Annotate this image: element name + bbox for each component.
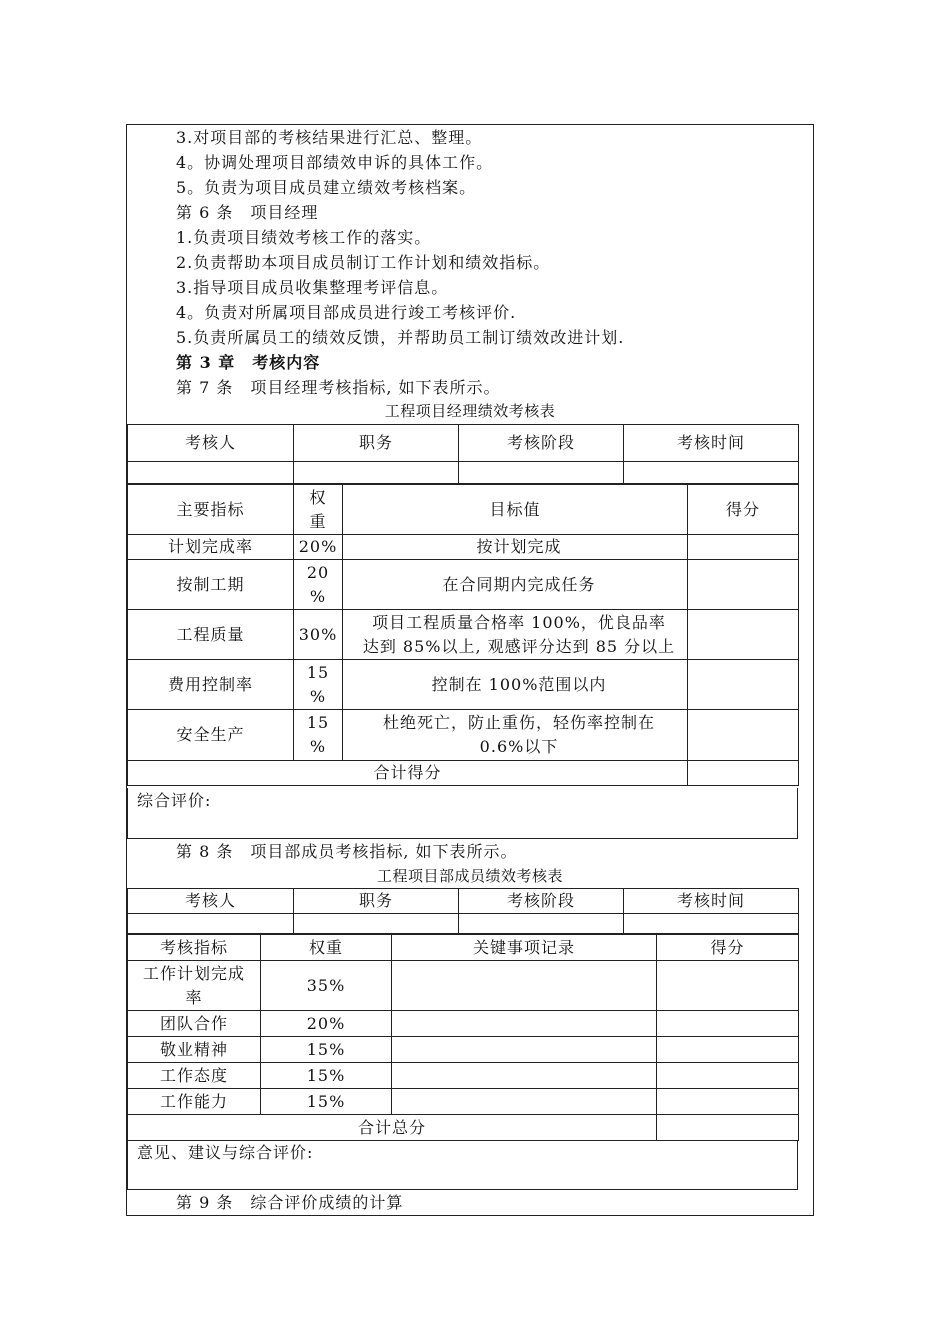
row-indicator: 工作态度	[128, 1063, 261, 1089]
row-score	[657, 1089, 799, 1115]
row-score	[657, 1011, 799, 1037]
empty-cell	[128, 462, 294, 484]
row-weight: 20%	[294, 535, 343, 560]
empty-cell	[624, 462, 799, 484]
row-indicator: 团队合作	[128, 1011, 261, 1037]
target-line: 项目工程质量合格率 100%，优良品率	[372, 612, 666, 632]
col-weight	[294, 485, 343, 535]
row-score	[688, 710, 799, 761]
row-indicator: 按制工期	[128, 560, 294, 610]
row-record	[392, 961, 657, 1011]
duty-line: 3.对项目部的考核结果进行汇总、整理。	[176, 128, 483, 147]
row-target	[343, 710, 688, 761]
total-score-label: 合计总分	[128, 1115, 657, 1141]
row-weight: 15%	[261, 1089, 392, 1115]
row-indicator	[128, 961, 261, 1011]
indicator-line: 率	[185, 987, 203, 1007]
weight-line: %	[309, 586, 327, 606]
row-score	[657, 961, 799, 1011]
weight-line: %	[309, 737, 327, 756]
row-score	[688, 560, 799, 610]
row-target: 控制在 100%范围以内	[343, 660, 688, 710]
row-indicator: 费用控制率	[128, 660, 294, 710]
header-assessor: 考核人	[128, 425, 294, 462]
col-score: 得分	[657, 935, 799, 961]
row-weight	[294, 660, 343, 710]
weight-line: %	[309, 686, 327, 706]
article-8: 第 8 条 项目部成员考核指标, 如下表所示。	[176, 842, 518, 861]
col-score: 得分	[688, 485, 799, 535]
comment-label: 综合评价:	[137, 791, 212, 810]
col-weight: 权重	[261, 935, 392, 961]
row-target: 在合同期内完成任务	[343, 560, 688, 610]
article-6-heading: 第 6 条 项目经理	[176, 203, 319, 222]
row-target: 按计划完成	[343, 535, 688, 560]
target-line: 达到 85%以上, 观感评分达到 85 分以上	[362, 636, 676, 656]
duty-line: 5.负责所属员工的绩效反馈，并帮助员工制订绩效改进计划.	[176, 328, 625, 347]
row-record	[392, 1063, 657, 1089]
duty-line: 5。负责为项目成员建立绩效考核档案。	[176, 178, 477, 197]
row-weight: 15%	[261, 1063, 392, 1089]
col-weight-a: 权	[309, 487, 327, 507]
empty-cell	[294, 462, 459, 484]
table1-caption: 工程项目经理绩效考核表	[384, 402, 556, 420]
target-line: 0.6%以下	[479, 737, 559, 756]
col-indicator: 主要指标	[128, 485, 294, 535]
row-record	[392, 1037, 657, 1063]
table2-caption: 工程项目部成员绩效考核表	[376, 867, 563, 885]
duty-line: 3.指导项目成员收集整理考评信息。	[176, 278, 449, 297]
row-target	[343, 610, 688, 660]
table1	[127, 484, 799, 786]
col-record: 关键事项记录	[392, 935, 657, 961]
weight-line: 15	[306, 713, 330, 732]
header-time: 考核时间	[624, 425, 799, 462]
empty-cell	[624, 914, 799, 934]
duty-line: 1.负责项目绩效考核工作的落实。	[176, 228, 432, 247]
table2-info-header	[127, 888, 799, 934]
target-line: 杜绝死亡，防止重伤，轻伤率控制在	[382, 713, 655, 732]
empty-cell	[459, 462, 624, 484]
row-weight: 15%	[261, 1037, 392, 1063]
row-score	[688, 535, 799, 560]
empty-cell	[128, 914, 294, 934]
table2-comment	[127, 1140, 798, 1190]
duty-line: 2.负责帮助本项目成员制订工作计划和绩效指标。	[176, 253, 551, 272]
col-indicator: 考核指标	[128, 935, 261, 961]
row-weight: 20%	[261, 1011, 392, 1037]
row-indicator: 计划完成率	[128, 535, 294, 560]
article-9: 第 9 条 综合评价成绩的计算	[176, 1193, 404, 1212]
row-score	[657, 1063, 799, 1089]
row-weight: 35%	[261, 961, 392, 1011]
row-indicator: 工程质量	[128, 610, 294, 660]
total-score-value	[657, 1115, 799, 1141]
row-weight	[294, 560, 343, 610]
table1-info-header	[127, 424, 799, 484]
empty-cell	[459, 914, 624, 934]
row-record	[392, 1089, 657, 1115]
row-weight	[294, 710, 343, 761]
col-weight-b: 重	[309, 511, 327, 531]
header-position: 职务	[294, 425, 459, 462]
row-indicator: 工作能力	[128, 1089, 261, 1115]
weight-line: 20	[306, 562, 330, 582]
table2	[127, 934, 799, 1141]
row-score	[688, 610, 799, 660]
duty-line: 4。协调处理项目部绩效申诉的具体工作。	[176, 153, 494, 172]
header-position: 职务	[294, 889, 459, 914]
header-time: 考核时间	[624, 889, 799, 914]
weight-line: 15	[306, 662, 330, 682]
col-target: 目标值	[343, 485, 688, 535]
comment-label: 意见、建议与综合评价:	[137, 1143, 314, 1162]
row-indicator: 敬业精神	[128, 1037, 261, 1063]
row-score	[657, 1037, 799, 1063]
total-score-value	[688, 761, 799, 786]
row-record	[392, 1011, 657, 1037]
header-assessor: 考核人	[128, 889, 294, 914]
row-score	[688, 660, 799, 710]
header-stage: 考核阶段	[459, 889, 624, 914]
empty-cell	[294, 914, 459, 934]
header-stage: 考核阶段	[459, 425, 624, 462]
total-score-label: 合计得分	[128, 761, 688, 786]
row-indicator: 安全生产	[128, 710, 294, 761]
indicator-line: 工作计划完成	[142, 963, 245, 983]
chapter-heading: 第 3 章 考核内容	[176, 353, 321, 372]
article-7: 第 7 条 项目经理考核指标, 如下表所示。	[176, 378, 501, 397]
duty-line: 4。负责对所属项目部成员进行竣工考核评价.	[176, 303, 517, 322]
table1-comment	[127, 788, 798, 839]
row-weight: 30%	[294, 610, 343, 660]
